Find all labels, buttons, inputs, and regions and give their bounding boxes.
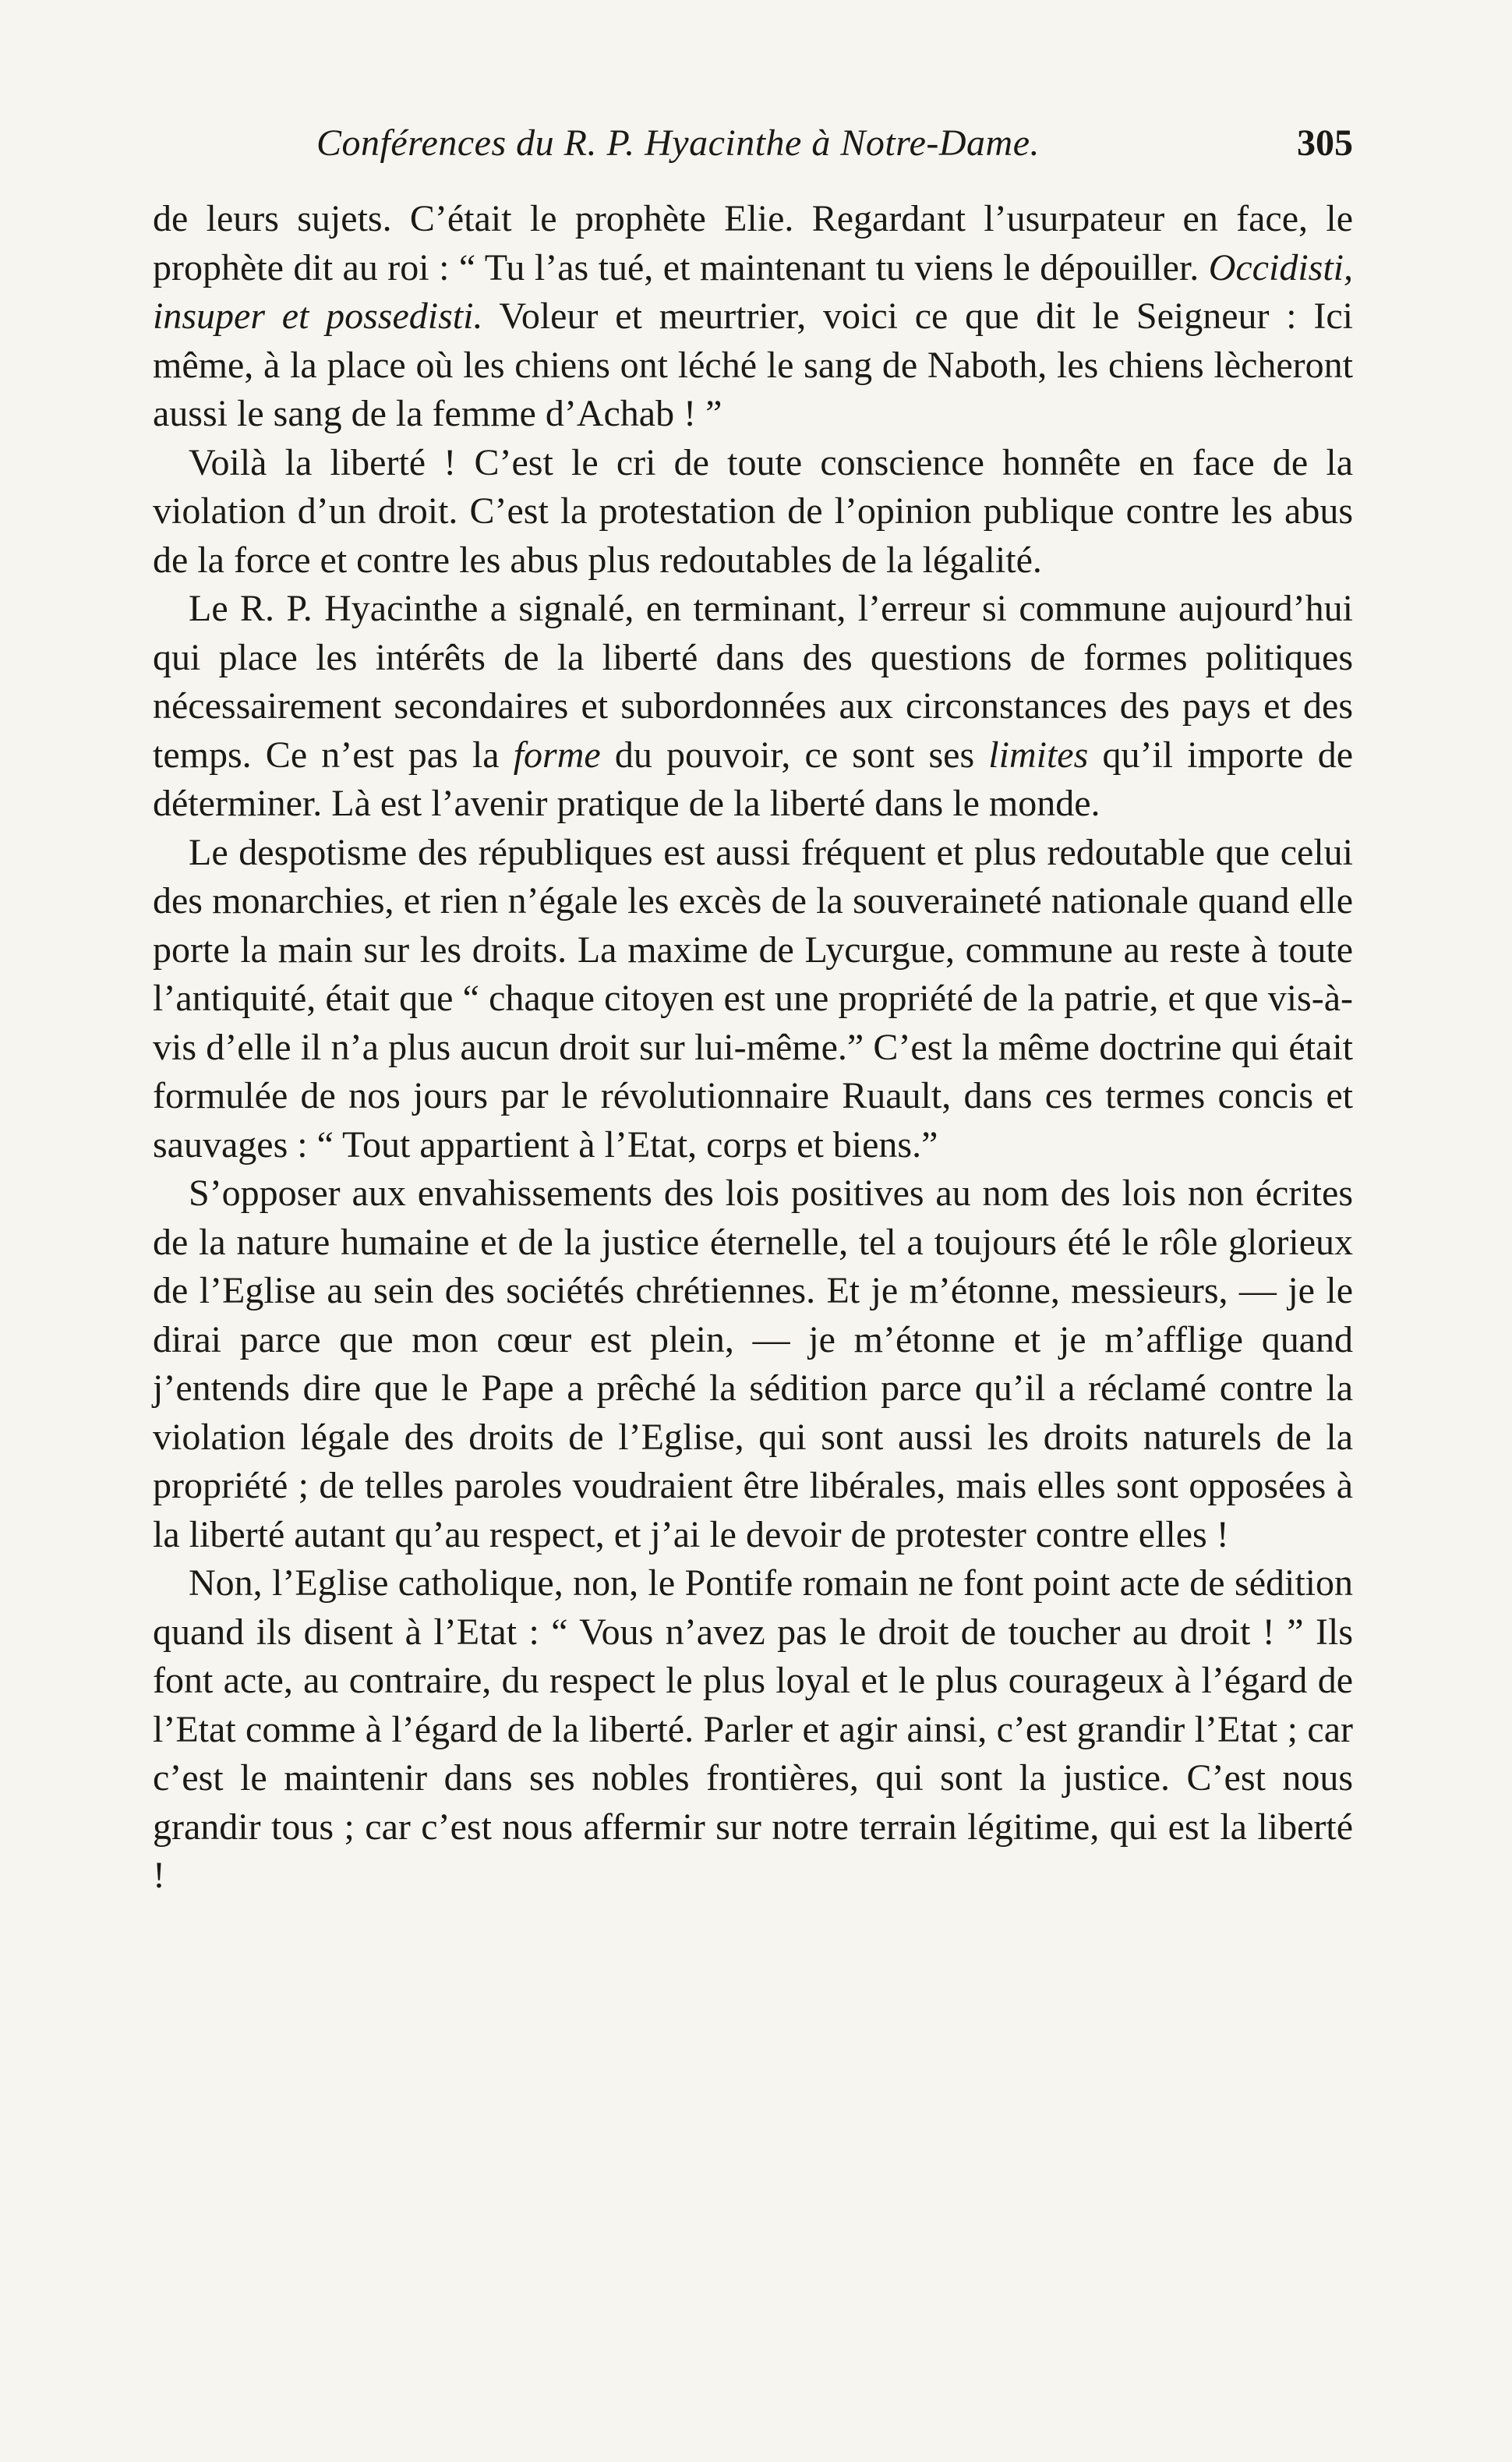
emphasis-text: limites bbox=[988, 734, 1089, 776]
paragraph bbox=[153, 195, 1353, 439]
text-segment: Le despotisme des républiques est aussi fréquent et plus redoutable que celui des monarchies, et rien n’égale les excès de la souveraineté nationale quand elle porte la main sur les droits. La maxime de Lycurgue, commune au reste à toute l’antiquité, était que “ chaque citoyen est une propriété de la patrie, et que vis-à-vis d’elle il n’a plus aucun droit sur lui-même.” C’est la même doctrine qui était formulée de nos jours par le révolutionnaire Ruault, dans ces termes concis et sauvages : “ Tout appartient à l’Etat, corps et biens.” bbox=[153, 831, 1353, 1166]
paragraph bbox=[153, 439, 1353, 585]
text-segment: Voilà la liberté ! C’est le cri de toute conscience honnête en face de la violation d’un droit. C’est la protestation de l’opinion publique contre les abus de la force et contre les abus plus redoutables de la légalité. bbox=[153, 441, 1353, 581]
running-title: Conférences du R. P. Hyacinthe à Notre-Dame. bbox=[316, 122, 1040, 164]
paragraph bbox=[153, 1169, 1353, 1559]
page-number: 305 bbox=[1297, 122, 1353, 164]
text-segment: Non, l’Eglise catholique, non, le Pontife romain ne font point acte de sédition quand ils disent à l’Etat : “ Vous n’avez pas le droit de toucher au droit ! ” Ils font acte, au contraire, du respect le plus loyal et le plus courageux à l’égard de l’Etat comme à l’égard de la liberté. Parler et agir ainsi, c’est grandir l’Etat ; car c’est le maintenir dans ses nobles frontières, qui sont la justice. C’est nous grandir tous ; car c’est nous affermir sur notre terrain légitime, qui est la liberté ! bbox=[153, 1562, 1353, 1896]
paragraph bbox=[153, 585, 1353, 829]
text-segment: Le R. P. Hyacinthe a signalé, en terminant, l’erreur si commune aujourd’hui qui place les intérêts de la liberté dans des questions de formes politiques nécessairement secondaires et subordonnées aux circonstances des pays et des temps. Ce n’est pas la bbox=[153, 588, 1353, 776]
text-segment: de leurs sujets. C’était le prophète Elie. Regardant l’usurpateur en face, le prophète dit au roi : “ Tu l’as tué, et maintenant tu viens le dépouiller. bbox=[153, 198, 1353, 288]
page-header bbox=[153, 117, 1353, 179]
body-text bbox=[153, 195, 1353, 1901]
text-segment: qu’il importe de déterminer. Là est l’avenir pratique de la liberté dans le monde. bbox=[153, 734, 1354, 824]
paragraph bbox=[153, 829, 1353, 1170]
emphasis-text: forme bbox=[513, 734, 601, 776]
paragraph bbox=[153, 1559, 1353, 1901]
text-segment: du pouvoir, ce sont ses bbox=[600, 734, 989, 776]
book-page bbox=[153, 117, 1353, 1901]
latin-quote: Occidisti, insuper et possedisti. bbox=[153, 246, 1353, 337]
text-segment: Voleur et meurtrier, voici ce que dit le Seigneur : Ici même, à la place où les chiens ont léché le sang de Naboth, les chiens lècheront aussi le sang de la femme d’Achab ! ” bbox=[153, 295, 1353, 434]
text-segment: S’opposer aux envahissements des lois positives au nom des lois non écrites de la nature humaine et de la justice éternelle, tel a toujours été le rôle glorieux de l’Eglise au sein des sociétés chrétiennes. Et je m’étonne, messieurs, — je le dirai parce que mon cœur est plein, — je m’étonne et je m’afflige quand j’entends dire que le Pape a prêché la sédition parce qu’il a réclamé contre la violation légale des droits de l’Eglise, qui sont aussi les droits naturels de la propriété ; de telles paroles voudraient être libérales, mais elles sont opposées à la liberté autant qu’au respect, et j’ai le devoir de protester contre elles ! bbox=[153, 1173, 1353, 1555]
